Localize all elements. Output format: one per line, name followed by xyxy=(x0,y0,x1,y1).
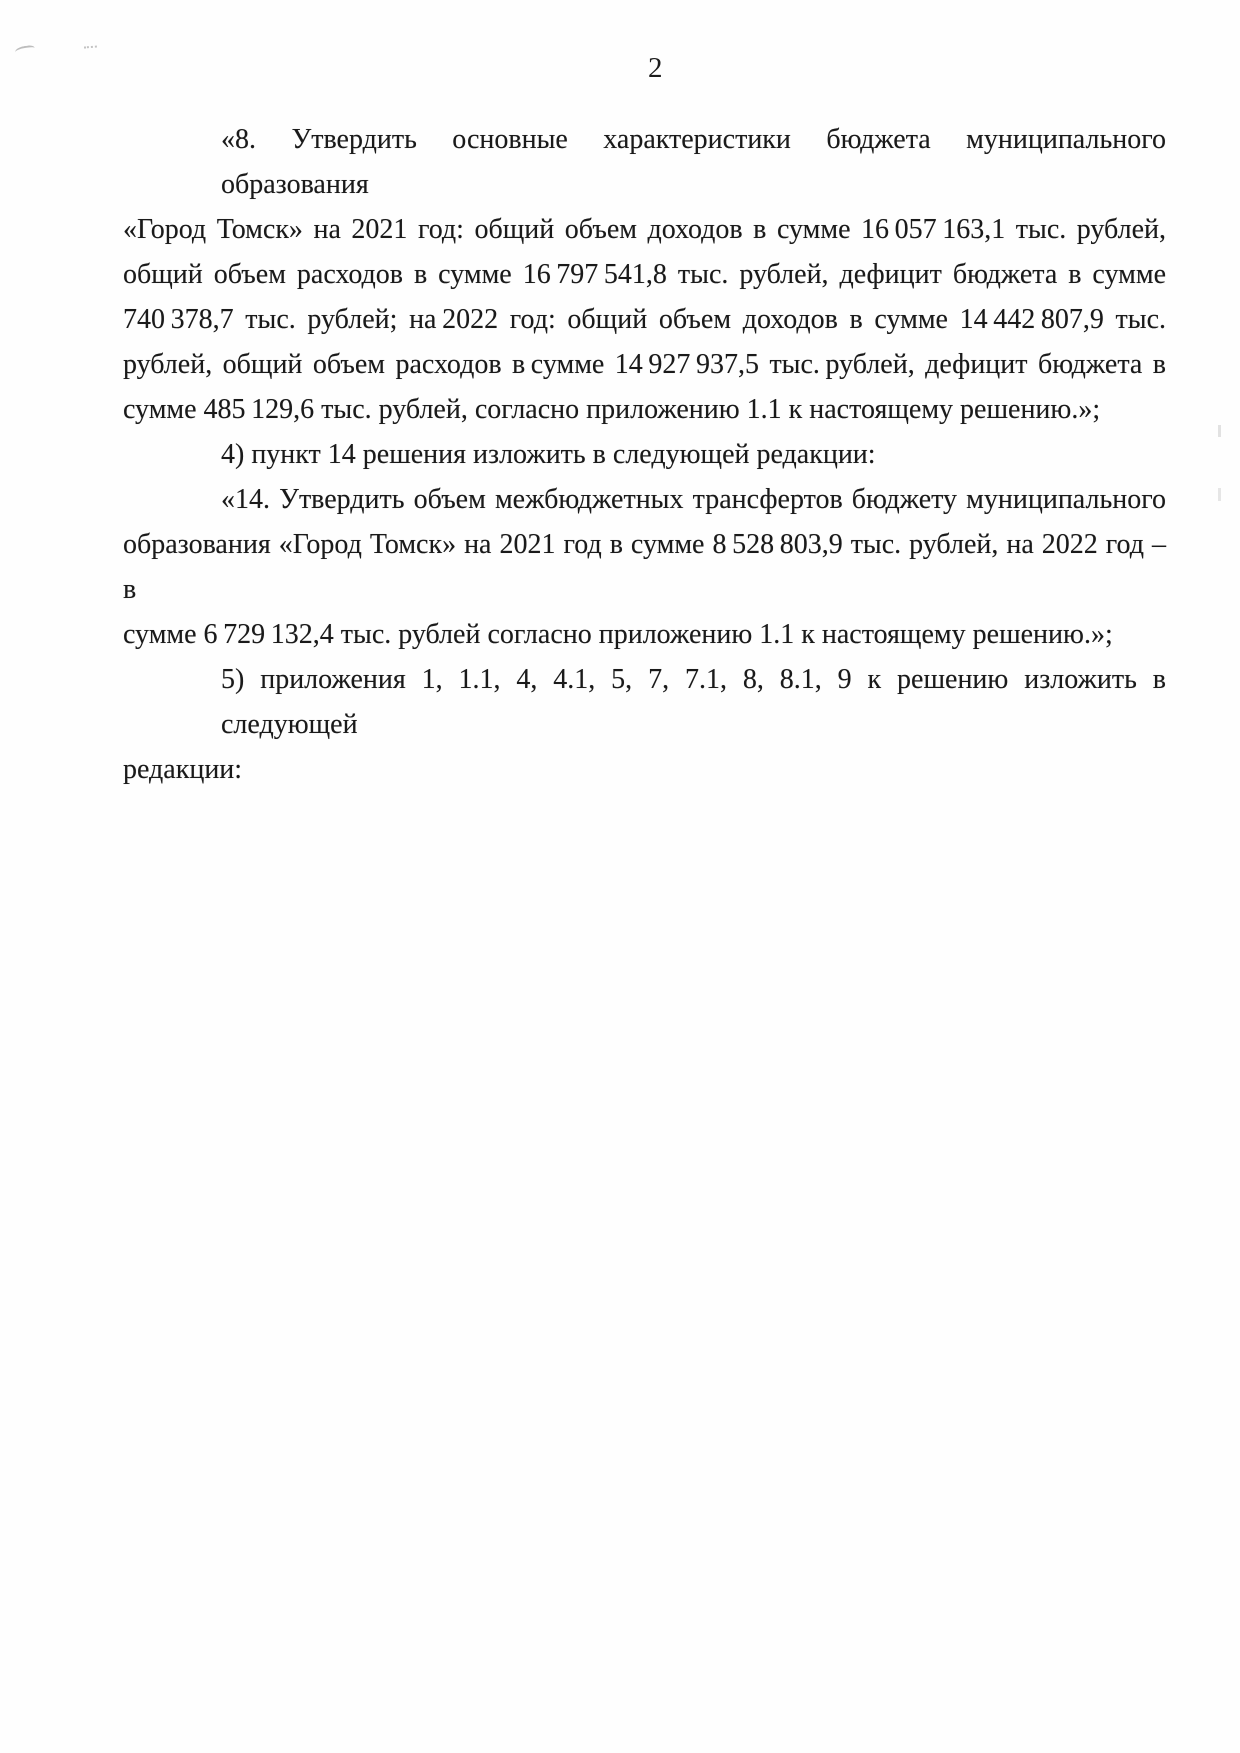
text-line: 5) приложения 1, 1.1, 4, 4.1, 5, 7, 7.1, 8, 8.1, 9 к решению изложить в следующей xyxy=(221,664,1166,740)
paragraph-subitem-5 xyxy=(123,657,1166,792)
text-line: образования «Город Томск» на 2021 год в сумме 8 528 803,9 тыс. рублей, на 2022 год – в xyxy=(123,529,1166,605)
text-line: «Город Томск» на 2021 год: общий объем доходов в сумме 16 057 163,1 тыс. рублей, xyxy=(123,214,1166,245)
paragraph-item-14 xyxy=(123,477,1166,657)
paragraph-item-8 xyxy=(123,117,1166,432)
text-line: редакции: xyxy=(123,754,243,785)
text-line: сумме 6 729 132,4 тыс. рублей согласно приложению 1.1 к настоящему решению.»; xyxy=(123,619,1113,650)
text-line: общий объем расходов в сумме 16 797 541,8 тыс. рублей, дефицит бюджета в сумме xyxy=(123,259,1166,290)
document-body xyxy=(123,117,1166,792)
scan-smudge-mark xyxy=(14,45,35,57)
text-line: сумме 485 129,6 тыс. рублей, согласно приложению 1.1 к настоящему решению.»; xyxy=(123,394,1101,425)
text-line: 740 378,7 тыс. рублей; на 2022 год: общий объем доходов в сумме 14 442 807,9 тыс. xyxy=(123,304,1166,335)
paragraph-subitem-4 xyxy=(123,432,1166,477)
text-line: «8. Утвердить основные характеристики бюджета муниципального образования xyxy=(221,124,1166,200)
page-number: 2 xyxy=(648,52,663,84)
text-line: рублей, общий объем расходов в сумме 14 927 937,5 тыс. рублей, дефицит бюджета в xyxy=(123,349,1166,380)
scan-edge-artifact xyxy=(1218,488,1221,501)
scan-edge-artifact xyxy=(1218,425,1221,437)
text-line: 4) пункт 14 решения изложить в следующей редакции: xyxy=(221,439,876,470)
scan-smudge-mark xyxy=(84,46,97,52)
text-line: «14. Утвердить объем межбюджетных трансфертов бюджету муниципального xyxy=(221,484,1166,515)
